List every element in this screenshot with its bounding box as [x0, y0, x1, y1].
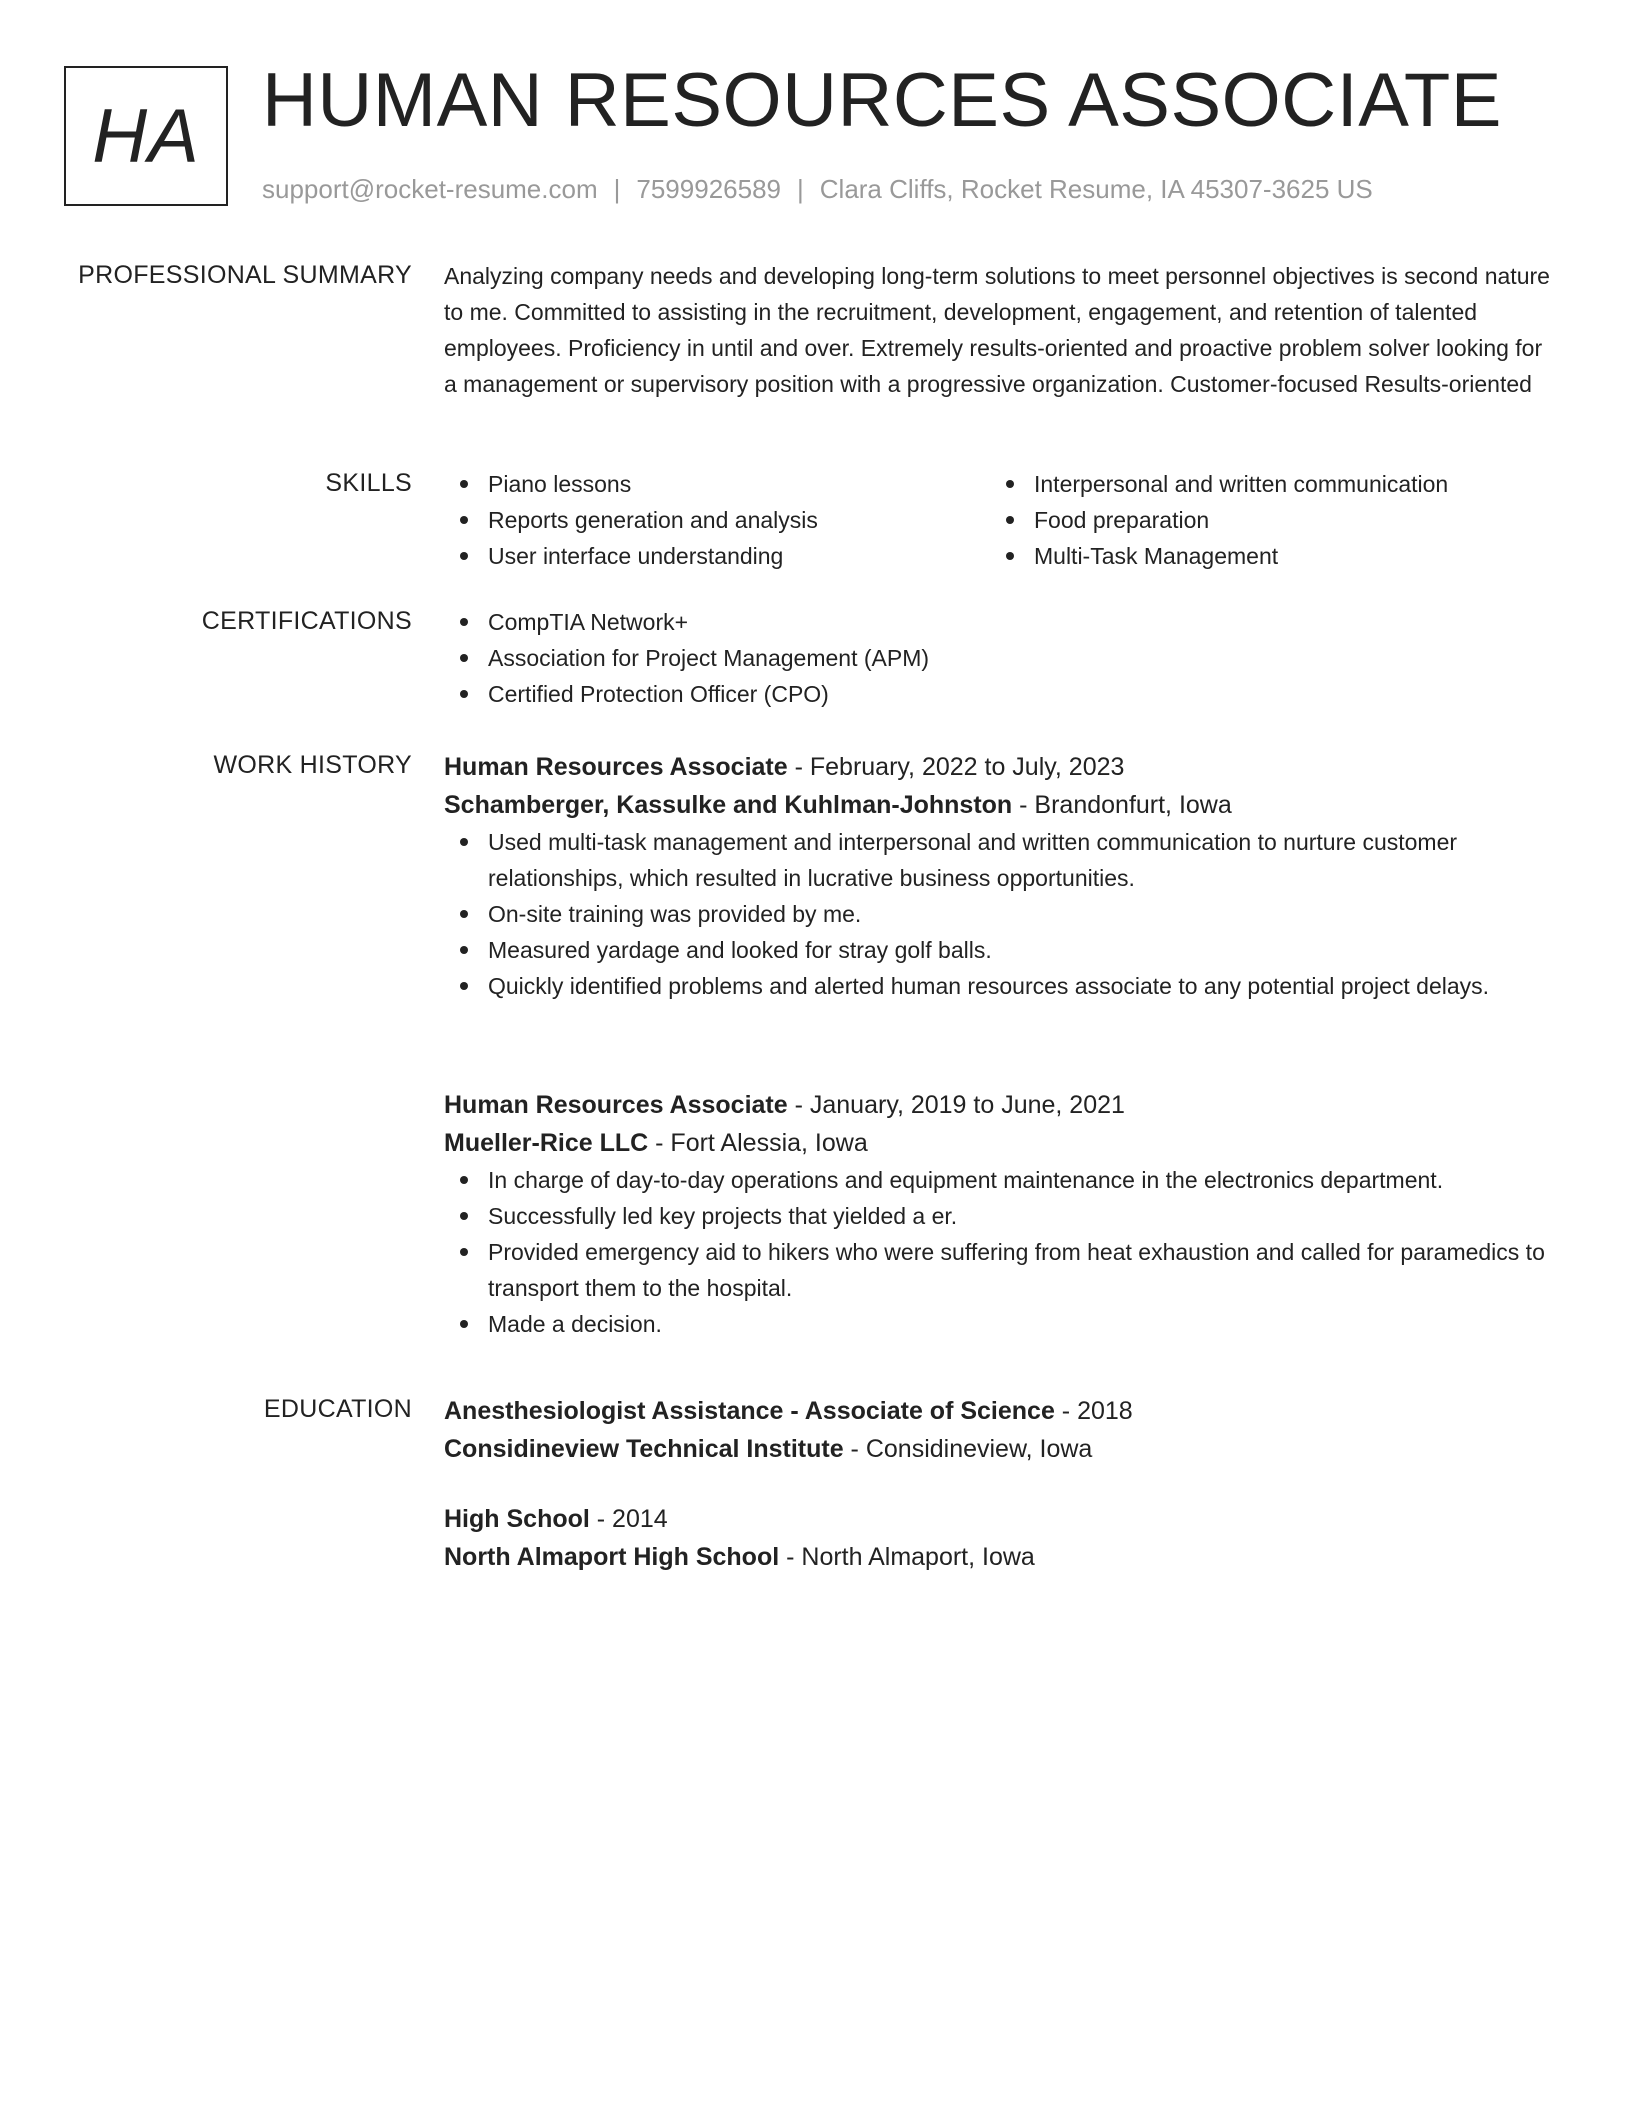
skills-body	[444, 466, 1556, 574]
education-entry	[444, 1392, 1556, 1468]
job-bullets	[444, 1162, 1556, 1342]
skills-list	[444, 466, 1556, 574]
education-year: - 2014	[589, 1505, 668, 1533]
education-school: North Almaport High School	[444, 1543, 780, 1571]
skill-item: Multi-Task Management	[1034, 538, 1580, 574]
education-degree-line	[444, 1392, 1556, 1430]
skill-item: Food preparation	[1034, 502, 1580, 538]
education-school: Considineview Technical Institute	[444, 1435, 844, 1463]
job-bullet: Successfully led key projects that yielded a er.	[488, 1198, 1556, 1234]
job-bullet: Made a decision.	[488, 1306, 1556, 1342]
job-bullet: Provided emergency aid to hikers who were suffering from heat exhaustion and called for paramedics to transport them to the hospital.	[488, 1234, 1556, 1306]
monogram-logo: HA	[64, 66, 228, 206]
certifications-body	[444, 604, 1556, 712]
summary-body	[444, 258, 1556, 402]
skill-item: Interpersonal and written communication	[1034, 466, 1580, 502]
job-dates: - February, 2022 to July, 2023	[787, 753, 1125, 781]
education-school-line	[444, 1538, 1556, 1576]
skill-item: Reports generation and analysis	[488, 502, 1034, 538]
contact-separator: |	[797, 174, 804, 204]
summary-text: Analyzing company needs and developing long-term solutions to meet personnel objectives is second nature to me. Committed to assisting in the recruitment, development, engagement, and retention of talented employees. Proficiency in until and over. Extremely results-oriented and proactive problem solver looking for a management or supervisory position with a progressive organization. Customer-focused Results-oriented	[444, 263, 1550, 397]
contact-line	[262, 172, 1373, 206]
job-title-line	[444, 1086, 1556, 1124]
work-history-heading: WORK HISTORY	[213, 751, 412, 779]
education-year: - 2018	[1054, 1397, 1133, 1425]
education-location: - North Almaport, Iowa	[779, 1543, 1035, 1571]
job-entry	[444, 1086, 1556, 1342]
skills-heading: SKILLS	[325, 469, 412, 497]
education-school-line	[444, 1430, 1556, 1468]
certifications-list	[444, 604, 1556, 712]
job-company: Mueller-Rice LLC	[444, 1129, 649, 1157]
job-bullets	[444, 824, 1556, 1004]
job-bullet: Used multi-task management and interpersonal and written communication to nurture customer relationships, which resulted in lucrative business opportunities.	[488, 824, 1556, 896]
job-dates: - January, 2019 to June, 2021	[787, 1091, 1125, 1119]
education-entry	[444, 1500, 1556, 1576]
certification-item: Association for Project Management (APM)	[488, 640, 1556, 676]
job-bullet: Quickly identified problems and alerted human resources associate to any potential project delays.	[488, 968, 1556, 1004]
job-bullet: Measured yardage and looked for stray golf balls.	[488, 932, 1556, 968]
job-entry	[444, 748, 1556, 1004]
education-degree-line	[444, 1500, 1556, 1538]
job-company: Schamberger, Kassulke and Kuhlman-Johnston	[444, 791, 1013, 819]
certification-item: Certified Protection Officer (CPO)	[488, 676, 1556, 712]
summary-heading: PROFESSIONAL SUMMARY	[78, 261, 412, 289]
contact-address: Clara Cliffs, Rocket Resume, IA 45307-3625 US	[819, 174, 1373, 204]
job-company-line	[444, 786, 1556, 824]
contact-phone: 7599926589	[636, 174, 781, 204]
contact-separator: |	[613, 174, 621, 204]
job-bullet: In charge of day-to-day operations and equipment maintenance in the electronics department.	[488, 1162, 1556, 1198]
education-heading: EDUCATION	[263, 1395, 412, 1423]
job-location: - Brandonfurt, Iowa	[1012, 791, 1232, 819]
job-title: Human Resources Associate	[444, 753, 788, 781]
education-location: - Considineview, Iowa	[843, 1435, 1093, 1463]
certification-item: CompTIA Network+	[488, 604, 1556, 640]
education-degree: High School	[444, 1505, 590, 1533]
job-bullet: On-site training was provided by me.	[488, 896, 1556, 932]
skill-item: Piano lessons	[488, 466, 1034, 502]
job-title-line	[444, 748, 1556, 786]
certifications-heading: CERTIFICATIONS	[201, 607, 412, 635]
skill-item: User interface understanding	[488, 538, 1034, 574]
job-title: Human Resources Associate	[444, 1091, 788, 1119]
job-company-line	[444, 1124, 1556, 1162]
resume-title: HUMAN RESOURCES ASSOCIATE	[262, 58, 1502, 143]
contact-email: support@rocket-resume.com	[262, 174, 598, 204]
job-location: - Fort Alessia, Iowa	[648, 1129, 868, 1157]
education-degree: Anesthesiologist Assistance - Associate of Science	[444, 1397, 1055, 1425]
